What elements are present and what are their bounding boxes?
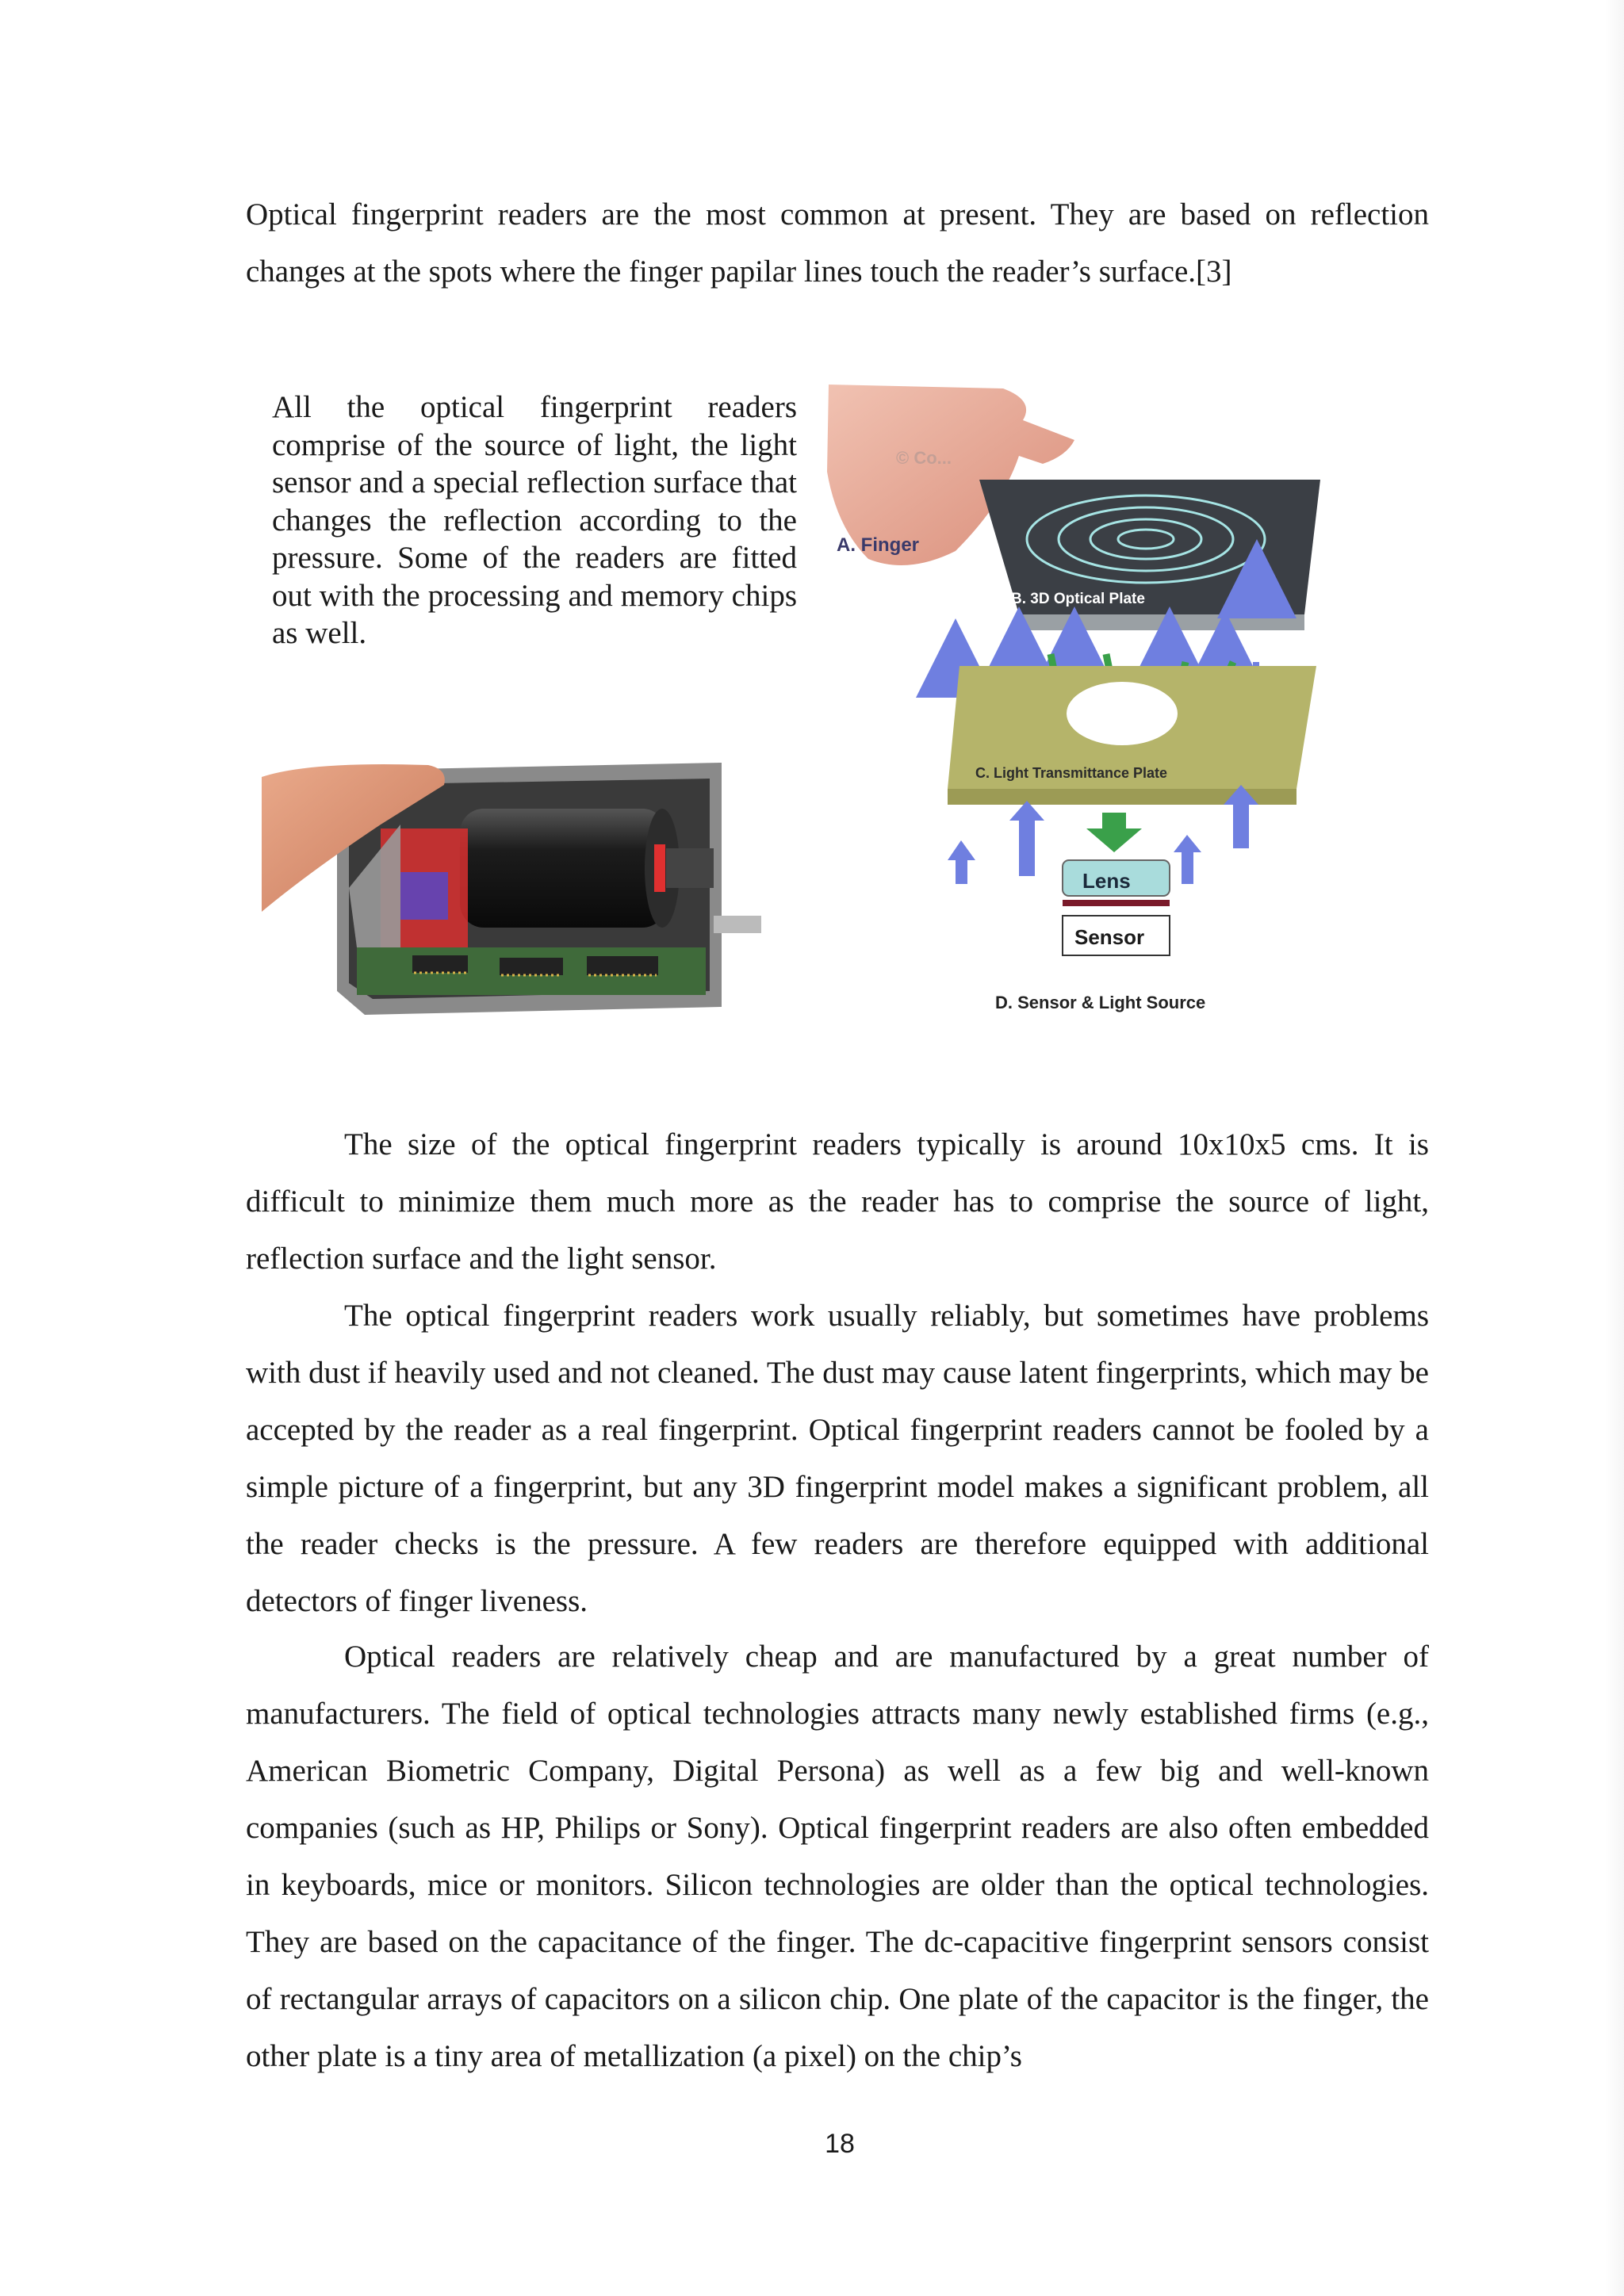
optical-reader-diagram xyxy=(821,377,1344,1035)
reliability-paragraph: The optical fingerprint readers work usually reliably, but sometimes have problems with dust if heavily used and not cleaned. The dust may cause latent fingerprints, which may be accepted by the reader as a real fingerprint. Optical fingerprint readers cannot be fooled by a simple picture of a fingerprint, but any 3D fingerprint model makes a significant problem, all the reader checks is the pressure. A few readers are therefore equipped with additional detectors of finger liveness. xyxy=(246,1299,1429,1618)
lens-label: Lens xyxy=(1082,869,1131,893)
sensor-light-source-label: D. Sensor & Light Source xyxy=(995,993,1206,1012)
transmittance-plate-label: C. Light Transmittance Plate xyxy=(975,765,1168,781)
optical-reader-cutaway-image xyxy=(262,753,801,1031)
page-number: 18 xyxy=(825,2129,855,2159)
sensor-label: Sensor xyxy=(1074,925,1145,949)
intro-paragraph: Optical fingerprint readers are the most common at present. They are based on reflection changes at the spots where the finger papilar lines touch the reader’s surface.[3] xyxy=(246,197,1429,289)
finger-label: A. Finger xyxy=(837,534,920,556)
manufacturers-paragraph: Optical readers are relatively cheap and are manufactured by a great number of manufacturers. The field of optical technologies attracts many newly established firms (e.g., American Biometric Company, Digital Persona) as well as a few big and well-known companies (such as HP, Philips or Sony). Optical fingerprint readers are also often embedded in keyboards, mice or monitors. Silicon technologies are older than the optical technologies. They are based on the capacitance of the finger. The dc-capacitive fingerprint sensors consist of rectangular arrays of capacitors on a silicon chip. One plate of the capacitor is the finger, the other plate is a tiny area of metallization (a pixel) on the chip’s xyxy=(246,1640,1429,2073)
page-edge-shadow xyxy=(1605,0,1624,2296)
optical-plate-label: B. 3D Optical Plate xyxy=(1011,591,1145,607)
figure-caption-text: All the optical fingerprint readers comprise of the source of light, the light sensor and a special reflection surface that changes the reflection according to the pressure. Some of the readers are fitted out with the processing and memory chips as well. xyxy=(272,390,797,650)
size-paragraph: The size of the optical fingerprint readers typically is around 10x10x5 cms. It is difficult to minimize them much more as the reader has to comprise the source of light, reflection surface and the light sensor. xyxy=(246,1127,1429,1276)
diagram-watermark: © Co... xyxy=(896,448,952,468)
